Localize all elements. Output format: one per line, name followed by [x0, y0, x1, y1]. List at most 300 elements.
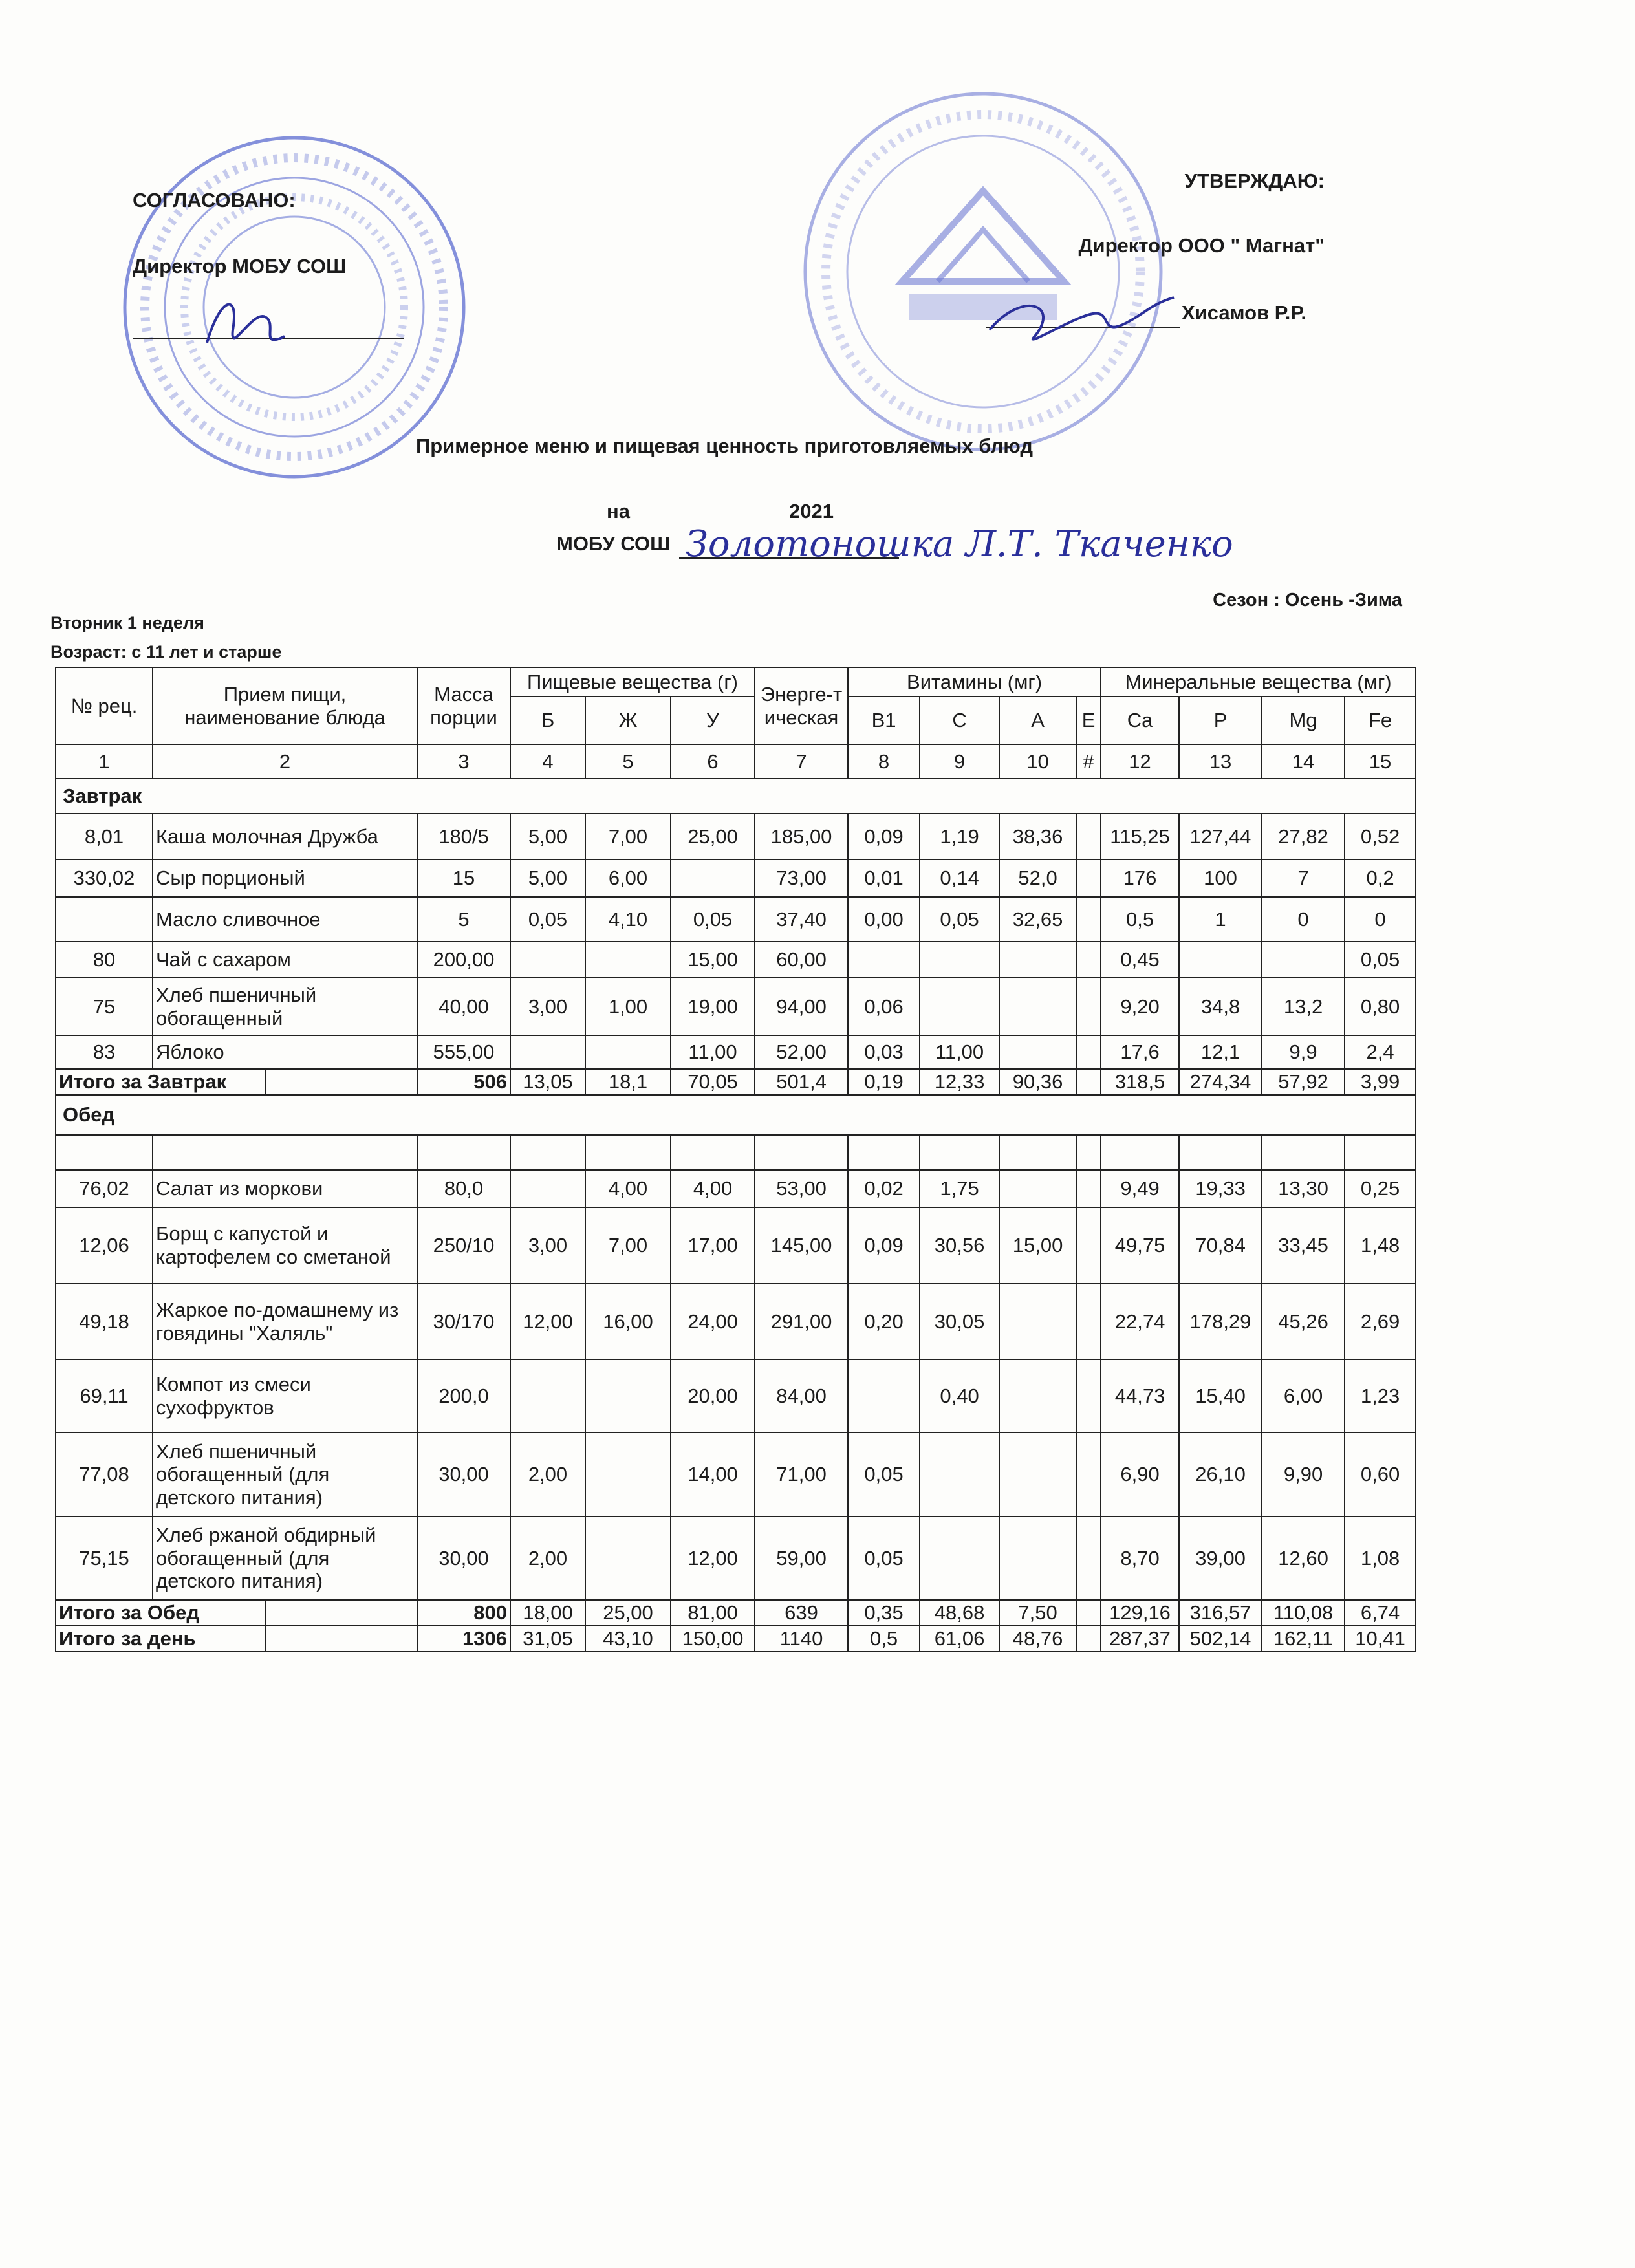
total-cell: 18,1: [585, 1069, 671, 1095]
table-cell: 19,00: [671, 978, 755, 1035]
table-cell: [920, 1517, 999, 1600]
empty-cell: [56, 1135, 153, 1170]
table-cell: 30,05: [920, 1284, 999, 1359]
table-cell: 7: [1262, 859, 1345, 897]
table-cell: 84,00: [755, 1359, 848, 1432]
table-cell: 2,00: [510, 1432, 585, 1517]
table-cell: [999, 1359, 1076, 1432]
table-cell: 76,02: [56, 1170, 153, 1207]
empty-cell: [1076, 1135, 1101, 1170]
total-cell: 0,35: [848, 1600, 920, 1626]
table-cell: 11,00: [920, 1035, 999, 1069]
column-number: #: [1076, 744, 1101, 779]
subheader-3: В1: [848, 697, 920, 744]
table-cell: 7,00: [585, 814, 671, 859]
table-cell: [585, 1359, 671, 1432]
section-title: Обед: [56, 1095, 1416, 1135]
table-cell: 0,00: [848, 897, 920, 942]
total-cell: 506: [417, 1069, 510, 1095]
column-number: 3: [417, 744, 510, 779]
column-number: 13: [1179, 744, 1262, 779]
approved-left-position: Директор МОБУ СОШ: [133, 255, 347, 277]
column-number: 6: [671, 744, 755, 779]
approved-left-title: СОГЛАСОВАНО:: [133, 189, 296, 211]
table-cell: 38,36: [999, 814, 1076, 859]
table-cell: 6,00: [1262, 1359, 1345, 1432]
table-cell: 1,08: [1345, 1517, 1416, 1600]
total-cell: 7,50: [999, 1600, 1076, 1626]
table-cell: 40,00: [417, 978, 510, 1035]
dish-name: Каша молочная Дружба: [153, 814, 417, 859]
approved-right-title: УТВЕРЖДАЮ:: [1184, 169, 1325, 192]
table-cell: 16,00: [585, 1284, 671, 1359]
table-cell: 5,00: [510, 814, 585, 859]
subheader-6: Е: [1076, 697, 1101, 744]
table-cell: 0,05: [848, 1517, 920, 1600]
subheader-0: Б: [510, 697, 585, 744]
total-cell: 10,41: [1345, 1626, 1416, 1652]
table-cell: 0,2: [1345, 859, 1416, 897]
total-cell: 0,5: [848, 1626, 920, 1652]
table-cell: 12,06: [56, 1207, 153, 1284]
section-total-row: [56, 1069, 1416, 1095]
table-cell: 0,09: [848, 1207, 920, 1284]
total-cell: 501,4: [755, 1069, 848, 1095]
table-cell: 12,00: [510, 1284, 585, 1359]
column-number: 14: [1262, 744, 1345, 779]
section-row: [56, 1095, 1416, 1135]
total-cell: [1076, 1069, 1101, 1095]
total-cell: 12,33: [920, 1069, 999, 1095]
table-cell: [1076, 1207, 1101, 1284]
section-row: [56, 779, 1416, 814]
table-cell: 100: [1179, 859, 1262, 897]
column-number: 12: [1101, 744, 1179, 779]
approved-right-position: Директор ООО " Магнат": [1078, 234, 1325, 257]
table-cell: [510, 1035, 585, 1069]
table-cell: 94,00: [755, 978, 848, 1035]
table-cell: 12,1: [1179, 1035, 1262, 1069]
table-cell: 3,00: [510, 978, 585, 1035]
table-cell: 8,70: [1101, 1517, 1179, 1600]
total-label: Итого за Завтрак: [59, 1070, 227, 1094]
header-minerals: Минеральные вещества (мг): [1101, 667, 1416, 697]
table-cell: 25,00: [671, 814, 755, 859]
table-cell: 15,00: [671, 942, 755, 978]
table-cell: [999, 1284, 1076, 1359]
subheader-10: Fe: [1345, 697, 1416, 744]
table-cell: [999, 978, 1076, 1035]
table-cell: [1262, 942, 1345, 978]
table-cell: [510, 1170, 585, 1207]
table-cell: 2,69: [1345, 1284, 1416, 1359]
total-cell: 639: [755, 1600, 848, 1626]
table-cell: 0,5: [1101, 897, 1179, 942]
table-cell: [1076, 978, 1101, 1035]
table-cell: 70,84: [1179, 1207, 1262, 1284]
empty-cell: [920, 1135, 999, 1170]
subheader-4: С: [920, 697, 999, 744]
table-cell: [585, 1432, 671, 1517]
column-number: 8: [848, 744, 920, 779]
table-cell: [920, 1432, 999, 1517]
total-cell: 1306: [417, 1626, 510, 1652]
table-cell: 12,00: [671, 1517, 755, 1600]
table-cell: 0,09: [848, 814, 920, 859]
table-cell: 1: [1179, 897, 1262, 942]
total-cell: [1076, 1600, 1101, 1626]
table-cell: 2,00: [510, 1517, 585, 1600]
table-cell: 0: [1262, 897, 1345, 942]
total-cell: 61,06: [920, 1626, 999, 1652]
table-cell: 52,00: [755, 1035, 848, 1069]
total-cell: 81,00: [671, 1600, 755, 1626]
table-cell: 200,00: [417, 942, 510, 978]
table-cell: 1,23: [1345, 1359, 1416, 1432]
table-cell: 33,45: [1262, 1207, 1345, 1284]
signature-right: [983, 278, 1177, 369]
table-cell: 0,05: [671, 897, 755, 942]
header-nutrients: Пищевые вещества (г): [510, 667, 755, 697]
table-cell: 13,30: [1262, 1170, 1345, 1207]
empty-cell: [1101, 1135, 1179, 1170]
table-cell: 6,90: [1101, 1432, 1179, 1517]
header-portion-mass: Масса порции: [417, 667, 510, 744]
table-cell: 5: [417, 897, 510, 942]
table-cell: 330,02: [56, 859, 153, 897]
section-total-row: [56, 1600, 1416, 1626]
total-cell: 318,5: [1101, 1069, 1179, 1095]
table-cell: 127,44: [1179, 814, 1262, 859]
table-cell: 49,75: [1101, 1207, 1179, 1284]
day-label: Вторник 1 неделя: [50, 613, 204, 632]
dish-name: Чай с сахаром: [153, 942, 417, 978]
table-cell: 26,10: [1179, 1432, 1262, 1517]
table-row: [56, 942, 1416, 978]
approved-right-name: Хисамов Р.Р.: [1182, 301, 1307, 324]
table-cell: 27,82: [1262, 814, 1345, 859]
header-meal-name: Прием пищи, наименование блюда: [153, 667, 417, 744]
column-number: 1: [56, 744, 153, 779]
total-cell: 129,16: [1101, 1600, 1179, 1626]
table-cell: [999, 1517, 1076, 1600]
table-cell: 1,00: [585, 978, 671, 1035]
table-cell: [56, 897, 153, 942]
total-cell: 70,05: [671, 1069, 755, 1095]
table-cell: 80: [56, 942, 153, 978]
total-cell: 3,99: [1345, 1069, 1416, 1095]
table-cell: 15: [417, 859, 510, 897]
table-cell: [510, 1359, 585, 1432]
table-cell: 1,48: [1345, 1207, 1416, 1284]
table-cell: [585, 942, 671, 978]
table-cell: 30,56: [920, 1207, 999, 1284]
table-cell: 0,01: [848, 859, 920, 897]
empty-cell: [848, 1135, 920, 1170]
table-cell: 37,40: [755, 897, 848, 942]
table-cell: 24,00: [671, 1284, 755, 1359]
table-cell: 0,80: [1345, 978, 1416, 1035]
total-cell: 502,14: [1179, 1626, 1262, 1652]
table-cell: [1076, 942, 1101, 978]
dish-name: Хлеб пшеничный обогащенный (для детского питания): [153, 1432, 417, 1517]
company-stamp: [799, 87, 1167, 456]
table-cell: 80,0: [417, 1170, 510, 1207]
table-cell: 0,06: [848, 978, 920, 1035]
total-cell: 162,11: [1262, 1626, 1345, 1652]
table-cell: 12,60: [1262, 1517, 1345, 1600]
on-label: на: [607, 500, 630, 523]
table-cell: 0,03: [848, 1035, 920, 1069]
total-cell: 0,19: [848, 1069, 920, 1095]
header-energy: Энерге-тическая: [755, 667, 848, 744]
table-cell: 17,00: [671, 1207, 755, 1284]
table-cell: 32,65: [999, 897, 1076, 942]
table-cell: 30/170: [417, 1284, 510, 1359]
table-cell: 45,26: [1262, 1284, 1345, 1359]
table-cell: 0,14: [920, 859, 999, 897]
total-cell: 57,92: [1262, 1069, 1345, 1095]
column-number: 4: [510, 744, 585, 779]
season: Сезон : Осень -Зима: [1213, 590, 1402, 610]
table-cell: 73,00: [755, 859, 848, 897]
table-cell: 14,00: [671, 1432, 755, 1517]
table-cell: 11,00: [671, 1035, 755, 1069]
total-cell: 13,05: [510, 1069, 585, 1095]
table-row: [56, 1035, 1416, 1069]
table-cell: 30,00: [417, 1517, 510, 1600]
table-cell: 9,9: [1262, 1035, 1345, 1069]
table-cell: 15,40: [1179, 1359, 1262, 1432]
dish-name: Жаркое по-домашнему из говядины "Халяль": [153, 1284, 417, 1359]
school-label: МОБУ СОШ: [556, 532, 671, 555]
table-row: [56, 978, 1416, 1035]
column-number: 9: [920, 744, 999, 779]
table-cell: [1076, 1517, 1101, 1600]
table-cell: 4,10: [585, 897, 671, 942]
table-cell: 0: [1345, 897, 1416, 942]
table-row: [56, 897, 1416, 942]
table-cell: 5,00: [510, 859, 585, 897]
table-cell: [999, 1035, 1076, 1069]
table-cell: 178,29: [1179, 1284, 1262, 1359]
dish-name: Хлеб ржаной обдирный обогащенный (для детского питания): [153, 1517, 417, 1600]
table-row: [56, 1207, 1416, 1284]
table-cell: [1076, 859, 1101, 897]
empty-cell: [1345, 1135, 1416, 1170]
empty-row: [56, 1135, 1416, 1170]
total-cell: 31,05: [510, 1626, 585, 1652]
table-cell: 250/10: [417, 1207, 510, 1284]
table-cell: [1076, 1170, 1101, 1207]
empty-cell: [999, 1135, 1076, 1170]
table-row: [56, 1170, 1416, 1207]
dish-name: Борщ с капустой и картофелем со сметаной: [153, 1207, 417, 1284]
total-cell: 150,00: [671, 1626, 755, 1652]
table-cell: 180/5: [417, 814, 510, 859]
empty-cell: [153, 1135, 417, 1170]
table-cell: [920, 942, 999, 978]
column-number: 7: [755, 744, 848, 779]
menu-table: [55, 667, 1416, 1652]
column-number: 10: [999, 744, 1076, 779]
table-row: [56, 1517, 1416, 1600]
total-cell: 316,57: [1179, 1600, 1262, 1626]
empty-cell: [417, 1135, 510, 1170]
table-cell: 1,19: [920, 814, 999, 859]
table-cell: 0,40: [920, 1359, 999, 1432]
empty-cell: [1179, 1135, 1262, 1170]
table-cell: [1076, 1284, 1101, 1359]
table-cell: [1179, 942, 1262, 978]
table-cell: 555,00: [417, 1035, 510, 1069]
dish-name: Масло сливочное: [153, 897, 417, 942]
table-cell: 9,20: [1101, 978, 1179, 1035]
column-number: 5: [585, 744, 671, 779]
total-cell: 6,74: [1345, 1600, 1416, 1626]
table-cell: [920, 978, 999, 1035]
table-cell: 60,00: [755, 942, 848, 978]
table-cell: [1076, 1359, 1101, 1432]
empty-cell: [510, 1135, 585, 1170]
dish-name: Яблоко: [153, 1035, 417, 1069]
table-cell: 19,33: [1179, 1170, 1262, 1207]
empty-cell: [671, 1135, 755, 1170]
table-cell: 52,0: [999, 859, 1076, 897]
table-cell: 17,6: [1101, 1035, 1179, 1069]
total-cell: [1076, 1626, 1101, 1652]
total-cell: 800: [417, 1600, 510, 1626]
table-cell: [999, 942, 1076, 978]
subheader-7: Ca: [1101, 697, 1179, 744]
table-cell: 0,52: [1345, 814, 1416, 859]
table-row: [56, 859, 1416, 897]
table-cell: 2,4: [1345, 1035, 1416, 1069]
empty-cell: [1262, 1135, 1345, 1170]
table-cell: 0,25: [1345, 1170, 1416, 1207]
dish-name: Салат из моркови: [153, 1170, 417, 1207]
table-cell: 22,74: [1101, 1284, 1179, 1359]
table-cell: 4,00: [671, 1170, 755, 1207]
table-cell: [999, 1170, 1076, 1207]
subheader-9: Mg: [1262, 697, 1345, 744]
table-cell: 44,73: [1101, 1359, 1179, 1432]
total-cell: 90,36: [999, 1069, 1076, 1095]
column-number: 2: [153, 744, 417, 779]
table-row: [56, 1432, 1416, 1517]
table-cell: 8,01: [56, 814, 153, 859]
table-cell: 0,05: [1345, 942, 1416, 978]
signature-left: [194, 285, 298, 369]
table-cell: [999, 1432, 1076, 1517]
table-cell: 53,00: [755, 1170, 848, 1207]
total-label: Итого за день: [59, 1627, 196, 1650]
table-cell: 77,08: [56, 1432, 153, 1517]
table-cell: 291,00: [755, 1284, 848, 1359]
table-cell: [1076, 1035, 1101, 1069]
year: 2021: [789, 500, 834, 523]
dish-name: Сыр порционый: [153, 859, 417, 897]
dish-name: Хлеб пшеничный обогащенный: [153, 978, 417, 1035]
table-cell: 49,18: [56, 1284, 153, 1359]
table-cell: 0,05: [848, 1432, 920, 1517]
table-cell: 0,45: [1101, 942, 1179, 978]
total-cell: 48,76: [999, 1626, 1076, 1652]
total-label: Итого за Обед: [59, 1601, 200, 1625]
table-cell: 185,00: [755, 814, 848, 859]
table-cell: 39,00: [1179, 1517, 1262, 1600]
day-total-row: [56, 1626, 1416, 1652]
table-cell: 75,15: [56, 1517, 153, 1600]
table-row: [56, 814, 1416, 859]
table-row: [56, 1359, 1416, 1432]
table-cell: 6,00: [585, 859, 671, 897]
table-row: [56, 1284, 1416, 1359]
table-cell: 145,00: [755, 1207, 848, 1284]
table-cell: 3,00: [510, 1207, 585, 1284]
table-cell: [1076, 814, 1101, 859]
table-cell: 115,25: [1101, 814, 1179, 859]
table-cell: [848, 1359, 920, 1432]
table-cell: 200,0: [417, 1359, 510, 1432]
total-cell: 48,68: [920, 1600, 999, 1626]
table-cell: [510, 942, 585, 978]
table-cell: 15,00: [999, 1207, 1076, 1284]
table-cell: 83: [56, 1035, 153, 1069]
table-cell: [848, 942, 920, 978]
table-cell: [585, 1517, 671, 1600]
table-cell: 9,90: [1262, 1432, 1345, 1517]
table-cell: 71,00: [755, 1432, 848, 1517]
subheader-8: P: [1179, 697, 1262, 744]
table-cell: 59,00: [755, 1517, 848, 1600]
section-title: Завтрак: [56, 779, 1416, 814]
subheader-1: Ж: [585, 697, 671, 744]
table-cell: 69,11: [56, 1359, 153, 1432]
total-cell: 1140: [755, 1626, 848, 1652]
table-cell: 0,05: [510, 897, 585, 942]
table-cell: [1076, 1432, 1101, 1517]
table-cell: 7,00: [585, 1207, 671, 1284]
school-handwritten: Золотоношка Л.Т. Ткаченко: [686, 523, 1233, 565]
table-cell: 75: [56, 978, 153, 1035]
table-cell: 0,02: [848, 1170, 920, 1207]
table-cell: 0,20: [848, 1284, 920, 1359]
table-cell: [671, 859, 755, 897]
table-cell: 34,8: [1179, 978, 1262, 1035]
table-cell: [1076, 897, 1101, 942]
table-cell: [585, 1035, 671, 1069]
document-title: Примерное меню и пищевая ценность приготовляемых блюд: [415, 435, 1034, 457]
column-number: 15: [1345, 744, 1416, 779]
total-cell: 18,00: [510, 1600, 585, 1626]
total-cell: 110,08: [1262, 1600, 1345, 1626]
total-cell: 287,37: [1101, 1626, 1179, 1652]
empty-cell: [755, 1135, 848, 1170]
table-cell: 0,60: [1345, 1432, 1416, 1517]
table-cell: 0,05: [920, 897, 999, 942]
subheader-2: У: [671, 697, 755, 744]
table-cell: 13,2: [1262, 978, 1345, 1035]
header-recipe-number: № рец.: [56, 667, 153, 744]
age-label: Возраст: с 11 лет и старше: [50, 642, 282, 662]
total-cell: 43,10: [585, 1626, 671, 1652]
table-cell: 20,00: [671, 1359, 755, 1432]
empty-cell: [585, 1135, 671, 1170]
table-cell: 176: [1101, 859, 1179, 897]
header-vitamins: Витамины (мг): [848, 667, 1101, 697]
table-cell: 1,75: [920, 1170, 999, 1207]
